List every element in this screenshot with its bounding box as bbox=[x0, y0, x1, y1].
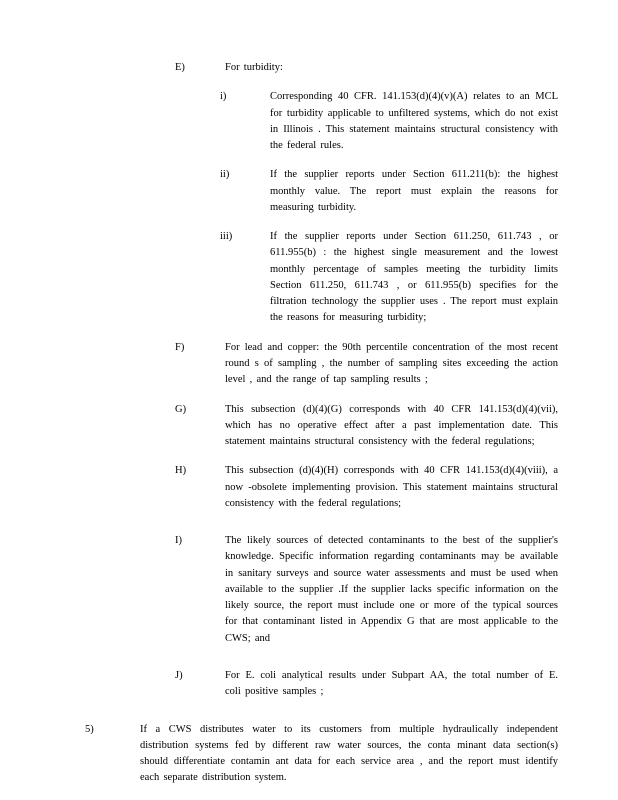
spacer bbox=[60, 714, 558, 722]
list-marker: F) bbox=[175, 341, 185, 353]
list-text: If the supplier reports under Section 611.211(b): the highest monthly value. The report must explain the reasons for measuring turbidity. bbox=[270, 169, 558, 213]
spacer bbox=[60, 660, 558, 668]
list-item bbox=[220, 167, 558, 216]
list-item bbox=[175, 668, 558, 701]
spacer bbox=[60, 525, 558, 533]
list-marker: ii) bbox=[220, 169, 230, 181]
list-marker: iii) bbox=[220, 231, 233, 243]
list-text: This subsection (d)(4)(H) corresponds with 40 CFR 141.153(d)(4)(viii), a now -obsolete implementing provision. This statement maintains structural consistency with the federal regulations; bbox=[225, 465, 558, 509]
list-text: If a CWS distributes water to its customers from multiple hydraulically independent distribution systems fed by different raw water sources, the conta minant data section(s) should differentiate contamin ant data for each service area , and the report must identify each separate distribution system. bbox=[140, 723, 558, 784]
list-text: If the supplier reports under Section 611.250, 611.743 , or 611.955(b) : the highest single measurement and the lowest monthly percentage of samples meeting the turbidity limits Section 611.250, 611.743 , or 611.955(b) specifies for the filtration technology the supplier uses . The report must explain the reasons for measuring turbidity; bbox=[270, 231, 558, 324]
list-item bbox=[220, 89, 558, 154]
list-text: The likely sources of detected contaminants to the best of the supplier's knowledge. Specific information regarding contaminants may be available in sanitary surveys and source water assessments and must be used when available to the supplier .If the supplier lacks specific information on the likely source, the report must include one or more of the typical sources for that contaminant listed in Appendix G that are most applicable to the CWS; and bbox=[225, 535, 558, 644]
list-item bbox=[175, 533, 558, 647]
list-marker: 5) bbox=[85, 723, 94, 735]
list-text: This subsection (d)(4)(G) corresponds with 40 CFR 141.153(d)(4)(vii), which has no operative effect after a past implementation date. This statement maintains structural consistency with the federal regulations; bbox=[225, 403, 558, 448]
list-text: Corresponding 40 CFR. 141.153(d)(4)(v)(A) relates to an MCL for turbidity applicable to unfiltered systems, which do not exist in Illinois . This statement maintains structural consistency with the federal rules. bbox=[270, 91, 558, 152]
list-item bbox=[175, 60, 558, 76]
list-text: For E. coli analytical results under Subpart AA, the total number of E. coli positive samples ; bbox=[225, 669, 558, 698]
list-marker: i) bbox=[220, 91, 227, 103]
list-item bbox=[220, 229, 558, 327]
list-item bbox=[175, 402, 558, 451]
list-item bbox=[175, 463, 558, 512]
list-marker: I) bbox=[175, 535, 182, 547]
list-text: For lead and copper: the 90th percentile concentration of the most recent round s of sampling , the number of sampling sites exceeding the action level , and the range of tap sampling results ; bbox=[225, 341, 558, 386]
list-marker: H) bbox=[175, 465, 187, 477]
list-marker: J) bbox=[175, 669, 183, 681]
list-item bbox=[85, 722, 558, 787]
list-text: For turbidity: bbox=[225, 62, 283, 73]
list-marker: G) bbox=[175, 403, 187, 415]
list-marker: E) bbox=[175, 62, 185, 73]
list-item bbox=[175, 340, 558, 389]
